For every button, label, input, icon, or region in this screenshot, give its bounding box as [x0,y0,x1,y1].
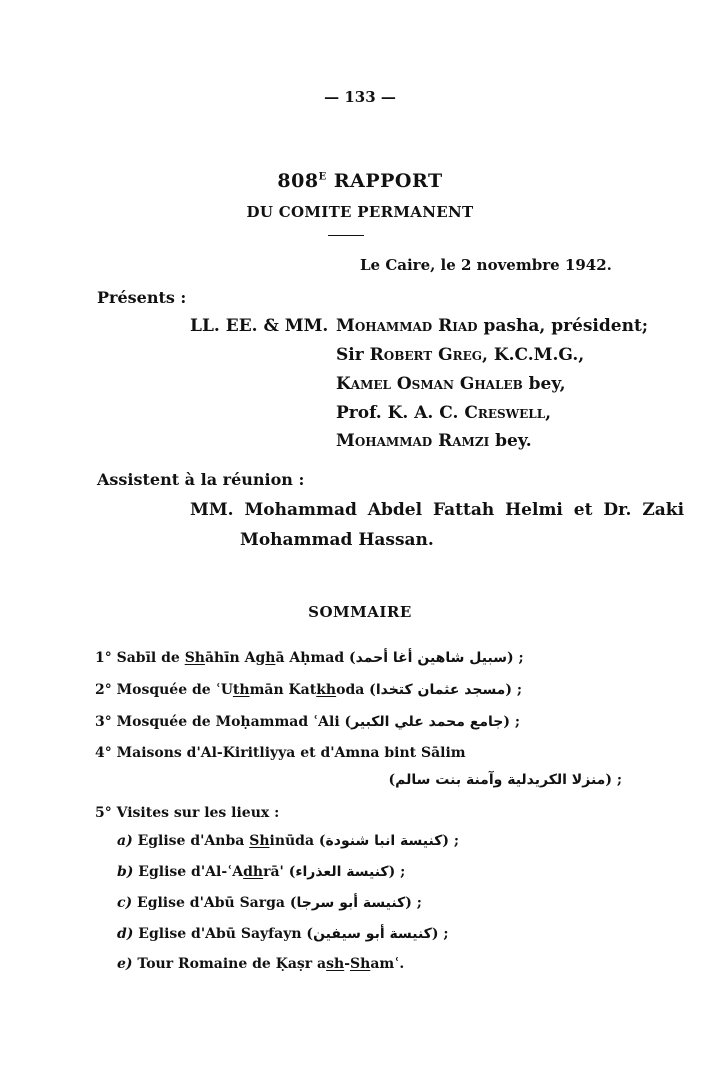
report-subtitle: DU COMITE PERMANENT [246,203,474,221]
member-title: bey, [522,374,566,394]
title-divider [328,235,364,236]
visite-text-underlined: dh [243,864,264,880]
item-text-underlined: kh [316,682,337,698]
item-text: mān Kat [249,682,317,698]
dateline: Le Caire, le 2 novembre 1942. [360,256,612,274]
item-number: 1° [95,650,112,666]
visite-text: Eglise d'Al-ʿA [138,864,244,880]
item-text-underlined: Sh [184,650,205,666]
item-number: 4° [95,745,112,761]
item-end: ; [453,833,460,849]
item-end: ; [443,926,449,942]
visite-text: - [344,956,351,972]
item-text: oda [336,682,365,698]
arabic-name: جامع محمد علي الكبير [351,714,504,730]
member-name: Creswell [464,403,546,423]
sommaire-item: 2° Mosquée de ʿUthmān Katkhoda (مسجد عثمان كتخدا) ; [95,682,523,698]
visite-text-underlined: Sh [350,956,371,972]
visite-item: b) Eglise d'Al-ʿAdhrā' (كنيسة العذراء) ; [117,864,406,880]
visite-item: a) Eglise d'Anba Shinūda (كنيسة انبا شنودة) ; [117,833,460,849]
visite-letter: d) [117,926,134,942]
item-text: āhīn Ag [204,650,266,666]
visite-text-underlined: Sh [249,833,270,849]
item-end: ; [400,864,406,880]
visite-letter: a) [117,833,133,849]
member-line [336,431,532,451]
arabic-name: كنيسة انبا شنودة [325,833,443,849]
item-end: ; [416,895,422,911]
item-text-underlined: th [232,682,250,698]
assistent-label: Assistent à la réunion : [97,470,305,489]
member-line [336,374,566,394]
arabic-name: مسجد عثمان كتخدا [375,682,506,698]
sommaire-item: 1° Sabīl de Shāhīn Aghā Aḥmad (سبيل شاهين أغا أحمد) ; [95,650,524,666]
report-number: 808 [277,170,319,192]
member-name: Robert Greg [369,345,482,365]
item-text-underlined: h [265,650,276,666]
member-line [336,403,551,423]
sommaire-item: 3° Mosquée de Moḥammad ʿAli (جامع محمد علي الكبير) ; [95,714,521,730]
page-number: — 133 — [324,88,396,106]
report-title [0,170,720,192]
item-number: 3° [95,714,112,730]
visite-letter: e) [117,956,133,972]
assistent-line-1: MM. Mohammad Abdel Fattah Helmi et Dr. Zaki [190,500,685,520]
item-text: ā Aḥmad [275,650,345,666]
item-text: Mosquée de ʿU [116,682,233,698]
presents-prefix: LL. EE. & MM. [190,316,329,336]
sommaire-item-continuation: (منزلا الكريدلية وآمنة بنت سالم) ; [388,772,622,788]
visite-letter: c) [117,895,133,911]
item-end: ; [616,772,622,788]
visite-text-underlined: sh [326,956,345,972]
member-line [336,316,648,336]
visite-item [117,956,404,972]
visite-item: c) Eglise d'Abū Sarga (كنيسة أبو سرجا) ; [117,895,422,911]
arabic-name: كنيسة أبو سرجا [296,895,406,911]
arabic-name: كنيسة العذراء [295,864,389,880]
member-prefix: Sir [336,345,370,365]
item-text: Mosquée de Moḥammad ʿAli [116,714,340,730]
arabic-name: منزلا الكريدلية وآمنة بنت سالم [395,772,606,788]
visites-label: 5° Visites sur les lieux : [95,805,280,821]
item-text: Maisons d'Al-Kiritliyya et d'Amna bint Sālim [116,745,466,761]
item-end: ; [518,650,524,666]
member-title: , K.C.M.G., [482,345,585,365]
item-end: ; [516,682,523,698]
item-end: ; [514,714,521,730]
report-word: RAPPORT [333,170,443,192]
sommaire-item [95,745,466,761]
item-number: 2° [95,682,112,698]
visite-text: Eglise d'Abū Sayfayn [138,926,302,942]
arabic-name: سبيل شاهين أغا أحمد [355,650,507,666]
item-text: Sabīl de [116,650,185,666]
member-title: pasha, président; [477,316,649,336]
visite-text: Eglise d'Anba [137,833,250,849]
assistent-line-2: Mohammad Hassan. [240,530,434,550]
visite-item: d) Eglise d'Abū Sayfayn (كنيسة أبو سيفين) ; [117,926,449,942]
member-title: , [545,403,552,423]
member-line [336,345,584,365]
visite-text: Tour Romaine de Ḳaṣr a [137,956,327,972]
visite-text: Eglise d'Abū Sarga [137,895,285,911]
member-prefix: Prof. K. A. C. [336,403,465,423]
member-name: Kamel Osman Ghaleb [336,374,523,394]
visite-text: rā' [263,864,284,880]
sommaire-heading: SOMMAIRE [308,603,412,621]
arabic-name: كنيسة أبو سيفين [313,926,432,942]
member-title: bey. [489,431,532,451]
member-name: Mohammad Ramzi [336,431,490,451]
member-name: Mohammad Riad [336,316,478,336]
visite-letter: b) [117,864,134,880]
presents-label: Présents : [97,288,187,307]
visite-text: amʿ. [370,956,405,972]
report-number-suffix: E [318,171,327,183]
visite-text: inūda [269,833,315,849]
